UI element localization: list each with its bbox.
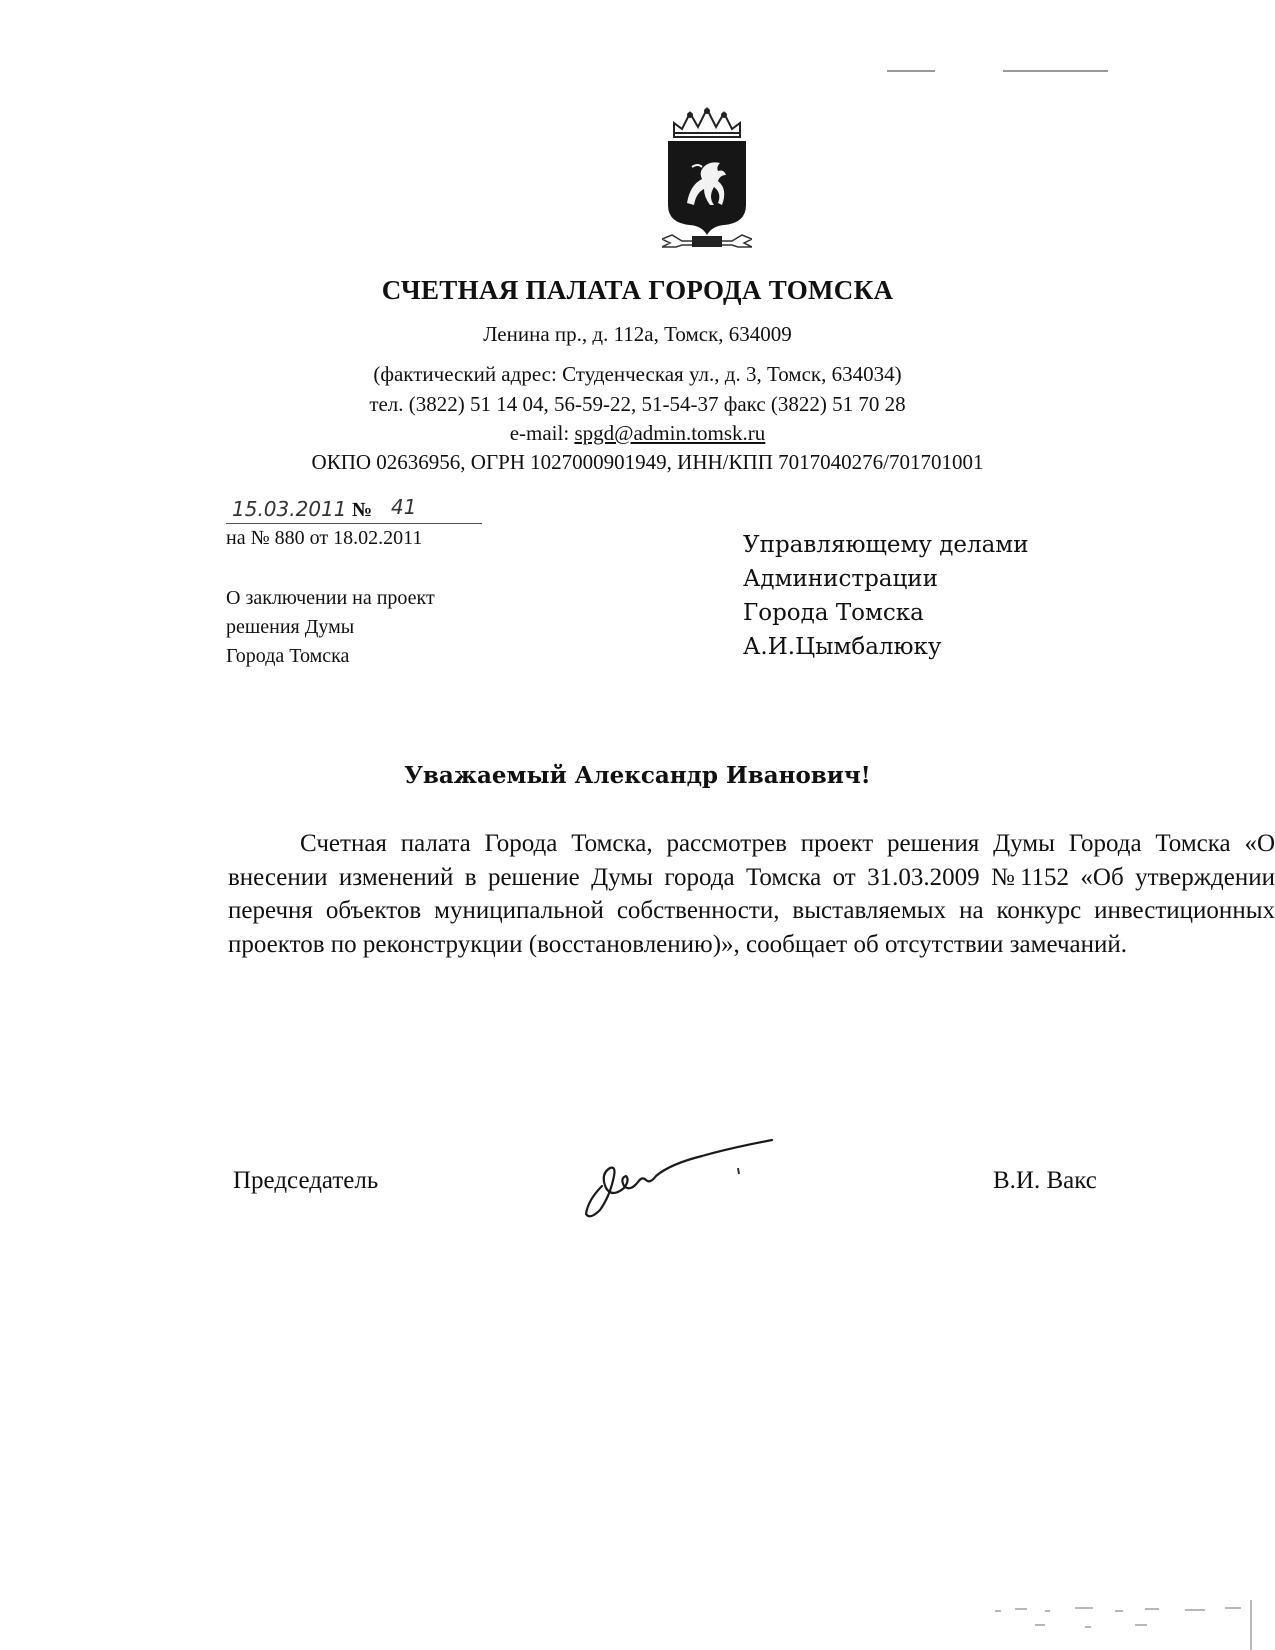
- salutation: Уважаемый Александр Иванович!: [404, 762, 871, 789]
- scan-mark-long: [1003, 70, 1108, 72]
- subject-line: Города Томска: [226, 645, 350, 667]
- subject-line: решения Думы: [226, 616, 355, 638]
- reply-reference: на № 880 от 18.02.2011: [226, 527, 423, 549]
- email-link[interactable]: spgd@admin.tomsk.ru: [574, 421, 766, 445]
- handwritten-date: 15.03.2011: [232, 497, 347, 521]
- letter-body: Счетная палата Города Томска, рассмотрев проект решения Думы Города Томска «О внесении изменений в решение Думы города Томска от 31.03.2009 №1152 «Об утверждении перечня объектов муниципальной собственности, выставляемых на конкурс инвестиционных проектов по реконструкции (восстановлению)», сообщает об отсутствии замечаний.: [228, 830, 1275, 958]
- scan-noise: [975, 1580, 1275, 1650]
- recipient-line: Управляющему делами: [743, 532, 1029, 558]
- handwritten-number: 41: [391, 495, 417, 519]
- signatory-position: Председатель: [233, 1167, 379, 1194]
- recipient-line: Города Томска: [743, 600, 924, 626]
- organization-name: СЧЕТНАЯ ПАЛАТА ГОРОДА ТОМСКА: [381, 275, 894, 305]
- signatory-name: В.И. Вакс: [993, 1167, 1097, 1194]
- recipient-block: [743, 528, 1029, 664]
- scan-mark-short: [887, 70, 935, 72]
- subject-line: О заключении на проект: [226, 587, 435, 609]
- email-line: [0, 421, 1275, 446]
- registration-codes: ОКПО 02636956, ОГРН 1027000901949, ИНН/КПП 7017040276/701701001: [311, 450, 984, 474]
- recipient-line: Администрации: [743, 566, 938, 592]
- number-label: №: [352, 499, 373, 521]
- actual-address: (фактический адрес: Студенческая ул., д. 3, Томск, 634034): [373, 362, 902, 386]
- outgoing-reference: [226, 495, 482, 524]
- tomsk-coat-of-arms-icon: [662, 105, 752, 255]
- handwritten-signature-icon: [580, 1128, 780, 1223]
- legal-address: Ленина пр., д. 112а, Томск, 634009: [483, 322, 792, 346]
- subject-block: [226, 584, 435, 671]
- recipient-line: А.И.Цымбалюку: [743, 634, 942, 660]
- phone-fax-line: тел. (3822) 51 14 04, 56-59-22, 51-54-37 факс (3822) 51 70 28: [369, 392, 906, 416]
- email-label: e-mail:: [509, 421, 575, 445]
